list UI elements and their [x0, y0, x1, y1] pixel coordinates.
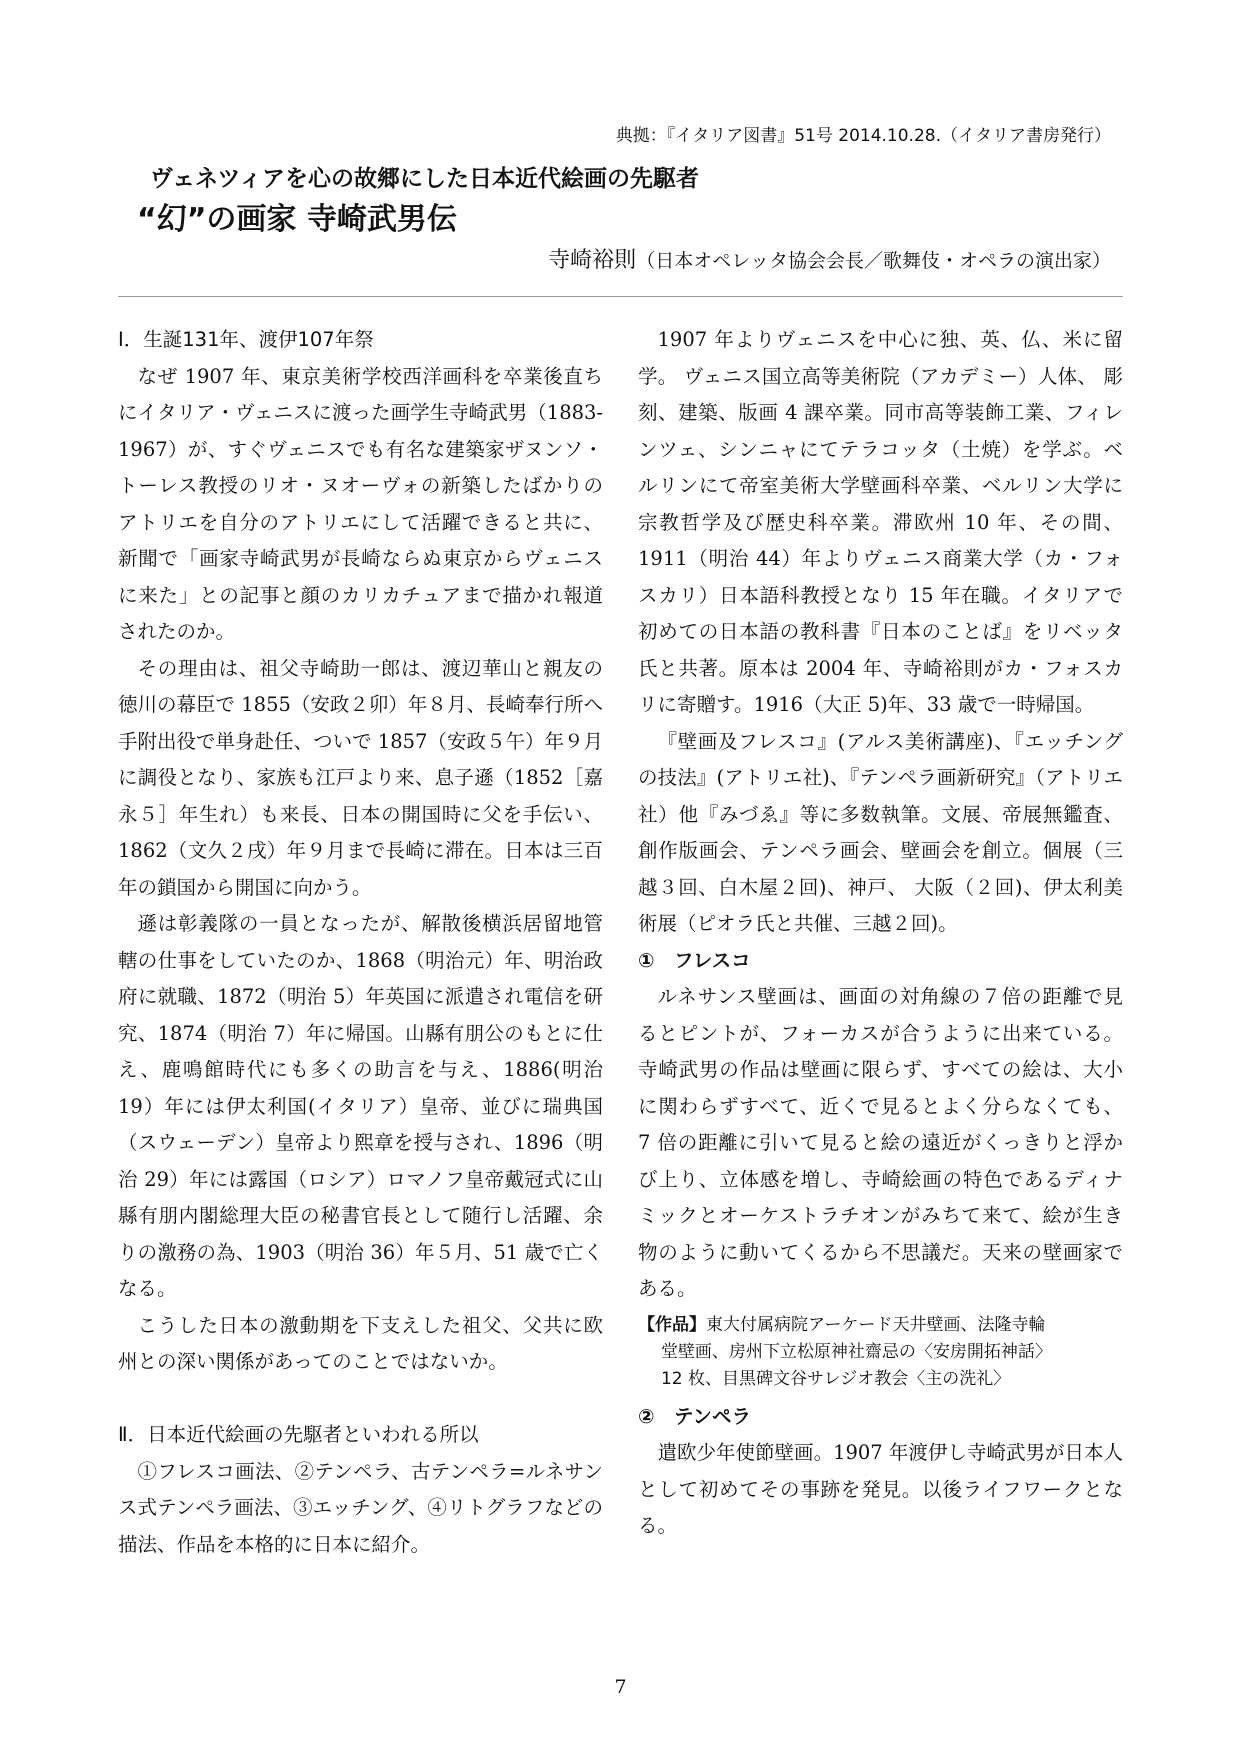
right-paragraph-2: 『壁画及フレスコ』(アルス美術講座)、『エッチングの技法』(アトリエ社)、『テンペラ画新研究』（アトリエ社）他『みづゑ』等に多数執筆。文展、帝展無鑑査、創作版画会、テンペラ画会、壁画会を創立。個展（三越３回、白木屋２回)、神戸、 大阪（２回)、伊太利美術展（ピオラ氏と共催、三越２回)。: [638, 729, 1123, 935]
author-line: [548, 243, 1111, 274]
left-paragraph-3: 遜は彰義隊の一員となったが、解散後横浜居留地管轄の仕事をしていたのか、1868（明治元）年、明治政府に就職、1872（明治 5）年英国に派遣され電信を研究、1874（明治 7）年に帰国。山縣有朋公のもとに仕え、鹿鳴館時代にも多くの助言を与え、1886(明治 19）年には伊太利国(イタリア）皇帝、並びに瑞典国（スウェーデン）皇帝より熙章を授与され、1896（明治 29）年には露国（ロシア）ロマノフ皇帝戴冠式に山縣有朋内閣総理大臣の秘書官長として随行し活躍、余りの激務の為、1903（明治 36）年５月、51 歳で亡くなる。: [118, 912, 603, 1300]
left-column: [118, 322, 603, 1563]
works-list: [638, 1312, 1123, 1393]
page-number: 7: [614, 1676, 627, 1698]
left-paragraph-2: その理由は、祖父寺崎助一郎は、渡辺華山と親友の徳川の幕臣で 1855（安政２卯）年８月、長崎奉行所へ手附出役で単身赴任、ついで 1857（安政５午）年９月に調役となり、家族も江戸より来、息子遜（1852［嘉永５］年生れ）も来長、日本の開国時に父を手伝い、1862（文久２戌）年９月まで長崎に滞在。日本は三百年の鎖国から開国に向かう。: [118, 656, 603, 899]
right-paragraph-3: ルネサンス壁画は、画面の対角線の７倍の距離で見るとピントが、フォーカスが合うように出来ている。寺崎武男の作品は壁画に限らず、すべての絵は、大小に関わらずすべて、近くで見るとよく分らなくても、 7 倍の距離に引いて見ると絵の遠近がくっきりと浮かび上り、立体感を増し、寺崎絵画の特色であるディナミックとオーケストラチオンがみちて来て、絵が生き物のように動いてくるから不思議だ。天来の壁画家である。: [638, 985, 1123, 1300]
fresco-heading: ① フレスコ: [638, 948, 751, 972]
source-citation: 典拠：『イタリア図書』51号 2014.10.28.（イタリア書房発行）: [615, 126, 1111, 146]
left-paragraph-4: こうした日本の激動期を下支えした祖父、父共に欧州との深い関係があってのことではないか。: [118, 1313, 603, 1373]
works-label: 【作品】: [638, 1314, 706, 1335]
right-paragraph-1: 1907 年よりヴェニスを中心に独、英、仏、米に留学。 ヴェニス国立高等美術院（アカデミー）人体、 彫刻、建築、版画 4 課卒業。同市高等装飾工業、フィレンツェ、シンニャにてテラコッタ（土焼）を学ぶ。ベルリンにて帝室美術大学壁画科卒業、ベルリン大学に宗教哲学及び歴史科卒業。滞欧州 10 年、その間、1911（明治 44）年よりヴェニス商業大学（カ・フォスカリ）日本語科教授となり 15 年在職。イタリアで初めての日本語の教科書『日本のことば』をリベッタ氏と共著。原本は 2004 年、寺崎裕則がカ・フォスカリに寄贈す。1916（大正 5)年、33 歳で一時帰国。: [638, 328, 1123, 716]
article-subtitle: ヴェネツィアを心の故郷にした日本近代絵画の先駆者: [150, 166, 700, 192]
spacer: [118, 1381, 603, 1418]
right-paragraph-4: 遣欧少年使節壁画。1907 年渡伊し寺崎武男が日本人として初めてその事跡を発見。以後ライフワークとなる。: [638, 1441, 1123, 1537]
left-paragraph-5: ①フレスコ画法、②テンペラ、古テンペラ=ルネサンス式テンペラ画法、③エッチング、④リトグラフなどの描法、作品を本格的に日本に紹介。: [118, 1459, 603, 1556]
article-title: “幻”の画家 寺崎武男伝: [137, 202, 457, 237]
author-affiliation: （日本オペレッタ協会会長／歌舞伎・オペラの演出家）: [636, 250, 1111, 272]
works-text-1: 東大付属病院アーケード天井壁画、法隆寺輪: [706, 1314, 1046, 1335]
tempera-heading: ② テンペラ: [638, 1404, 752, 1428]
section-1-heading: Ⅰ．生誕131年、渡伊107年祭: [118, 328, 374, 351]
author-name: 寺崎裕則: [548, 248, 637, 273]
section-2-heading: Ⅱ．日本近代絵画の先駆者といわれる所以: [118, 1423, 479, 1446]
works-line-2: 堂壁画、房州下立松原神社齋忌の〈安房開拓神話〉: [660, 1341, 1052, 1362]
header-divider: [118, 296, 1123, 297]
left-paragraph-1: なぜ 1907 年、東京美術学校西洋画科を卒業後直ちにイタリア・ヴェニスに渡った画学生寺崎武男（1883- 1967）が、すぐヴェニスでも有名な建築家ザヌンソ・トーレス教授のリオ・ヌオーヴォの新築したばかりのアトリエを自分のアトリエにして活躍できると共に、新聞で「画家寺崎武男が長崎ならぬ東京からヴェニスに来た」との記事と顔のカリカチュアまで描かれ報道されたのか。: [118, 364, 603, 643]
works-line-1: [638, 1312, 1123, 1339]
right-column: [638, 322, 1123, 1545]
works-line-3: 12 枚、目黒碑文谷サレジオ教会〈主の洗礼〉: [660, 1368, 1011, 1389]
